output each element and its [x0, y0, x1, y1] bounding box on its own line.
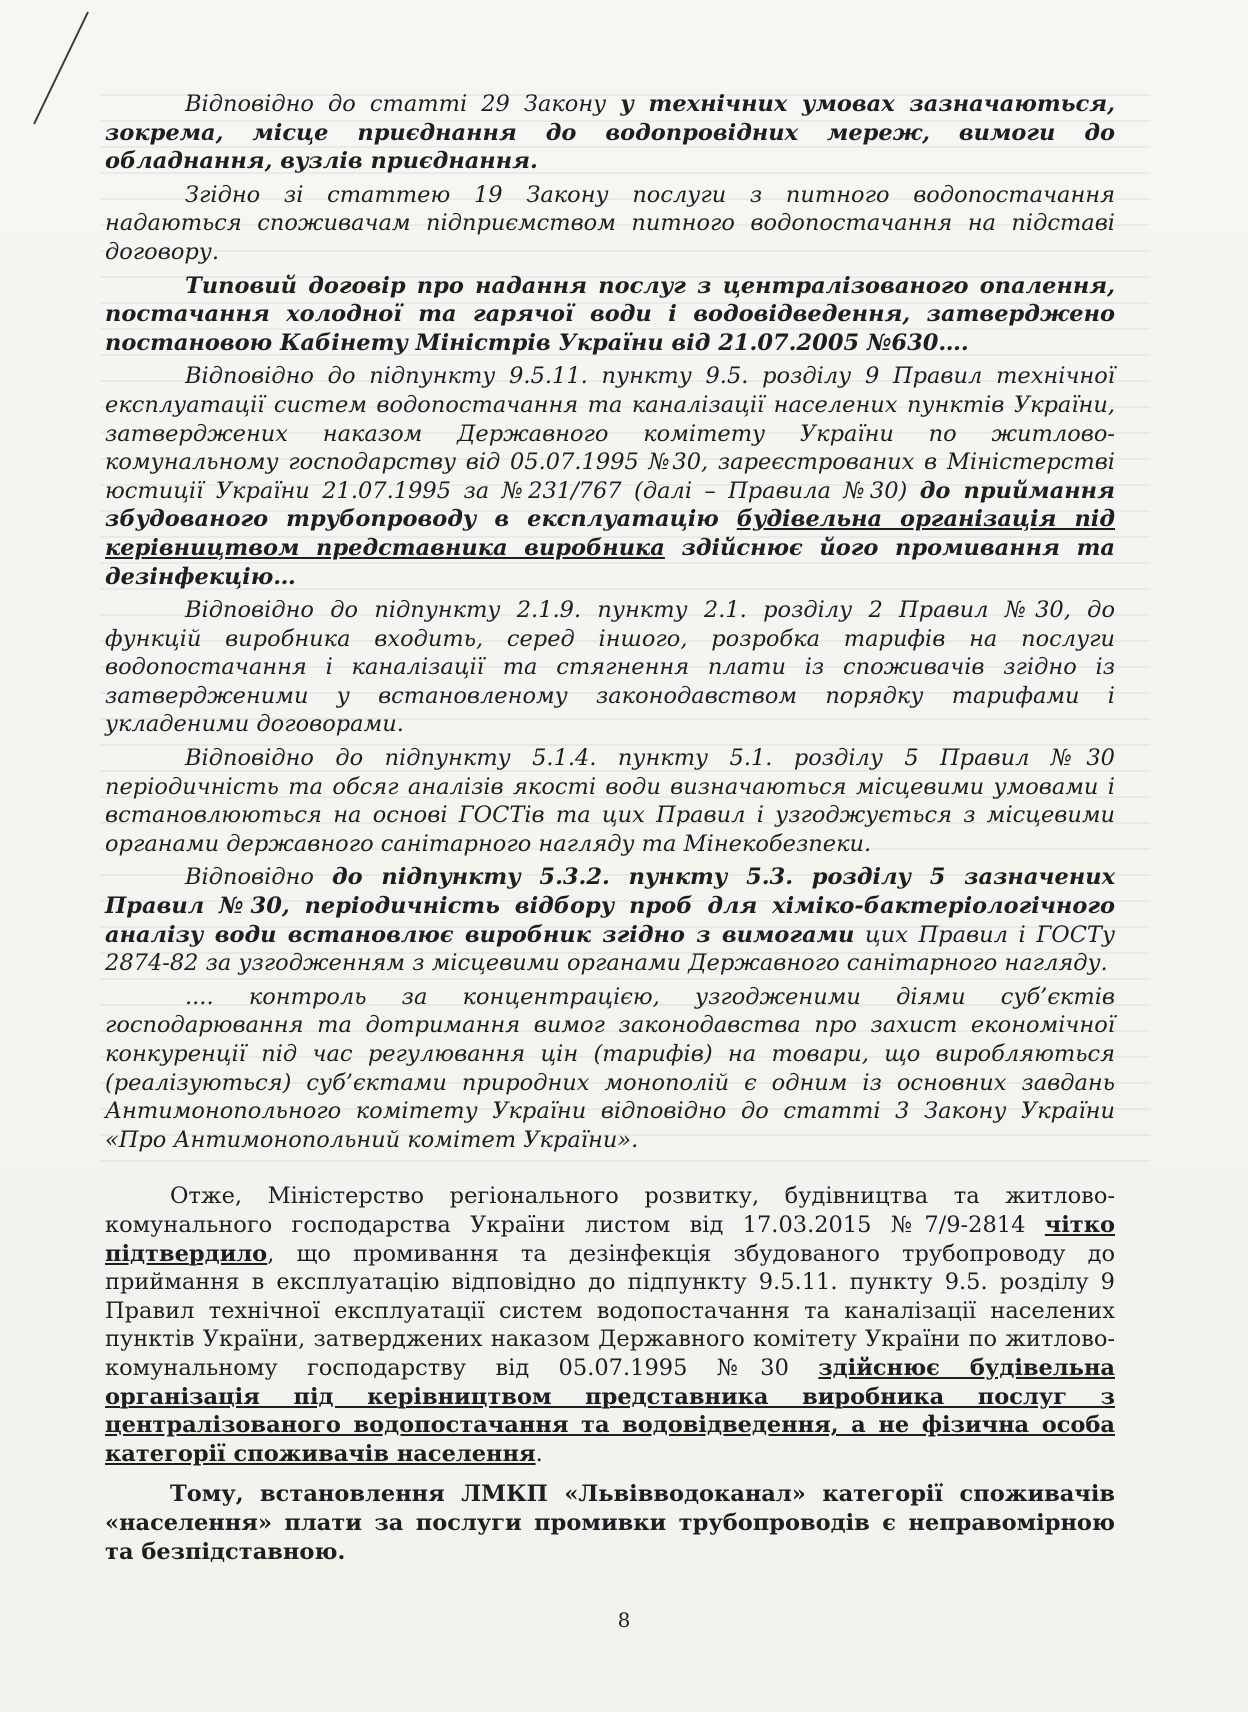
pen-stroke-mark	[30, 8, 90, 128]
text-run: чітко підтвердило	[105, 1211, 1115, 1267]
quote-paragraph	[105, 863, 1115, 977]
quote-paragraph	[105, 596, 1115, 739]
text-run: Відповідно до статті 29 Закону	[185, 91, 621, 117]
text-run: Згідно зі статтею 19 Закону послуги з питного водопостачання надаються споживачам підприємством питного водопостачання на підставі договору.	[105, 181, 1115, 265]
text-run: будівельна організація під керівництвом представника виробника	[105, 506, 1115, 561]
text-run: до підпункту 5.3.2. пункту 5.3. розділу 5 зазначених Правил №30, періодичність відбору проб для хіміко-бактеріологічного аналізу води встановлює виробник згідно з вимогами	[105, 864, 1115, 948]
quote-paragraph	[105, 744, 1115, 858]
text-run: Тому, встановлення ЛМКП «Львівводоканал» категорії споживачів «населення» плати за послуги промивки трубопроводів є неправомірною та безпідставною.	[105, 1481, 1115, 1565]
text-run: Відповідно до підпункту 2.1.9. пункту 2.1. розділу 2 Правил №30, до функцій виробника входить, серед іншого, розробка тарифів на послуги водопостачання і каналізації та стягнення плати із споживачів згідно із затвердженими у встановленому законодавством порядку тарифами і укладеними договорами.	[105, 597, 1115, 738]
conclusion-paragraph	[105, 1480, 1115, 1566]
text-run: , що промивання та дезінфекція збудованого трубопроводу до приймання в експлуатацію відповідно до підпункту 9.5.11. пункту 9.5. розділу 9 Правил технічної експлуатації систем водопостачання та каналізації населених пунктів України, затверджених наказом Державного комітету України по житлово-комунальному господарству від 05.07.1995 №30	[105, 1240, 1115, 1381]
quote-paragraph	[105, 983, 1115, 1155]
conclusion-section	[105, 1182, 1115, 1566]
text-run: здійснює будівельна організація під керівництвом представника виробника послуг з централізованого водопостачання та водовідведення, а не фізична особа категорії споживачів населення	[105, 1354, 1115, 1467]
text-run: цих Правил і ГОСТу 2874-82 за узгодженням з місцевими органами Державного санітарного нагляду.	[105, 921, 1115, 977]
text-run: Відповідно	[185, 864, 333, 891]
quoted-section	[105, 90, 1115, 1154]
text-run: Типовий договір про надання послуг з централізованого опалення, постачання холодної та гарячої води і водовідведення, затверджено постановою Кабінету Міністрів України від 21.07.2005 №630….	[105, 272, 1115, 356]
quote-paragraph	[105, 272, 1115, 358]
quote-paragraph	[105, 181, 1115, 267]
text-run: Отже, Міністерство регіонального розвитку, будівництва та житлово-комунального господарства України листом від 17.03.2015 №7/9-2814	[105, 1183, 1115, 1238]
text-run: .... контроль за концентрацією, узгодженими діями суб’єктів господарювання та дотримання вимог законодавства про захист економічної конкуренції під час регулювання цін (тарифів) на товари, що виробляються (реалізуються) суб’єктами природних монополій є одним із основних завдань Антимонопольного комітету України відповідно до статті 3 Закону України «Про Антимонопольний комітет України».	[105, 983, 1115, 1153]
quote-paragraph	[105, 90, 1115, 176]
page-number: 8	[617, 1608, 631, 1632]
text-run: Відповідно до підпункту 9.5.11. пункту 9.5. розділу 9 Правил технічної експлуатації систем водопостачання та каналізації населених пунктів України, затверджених наказом Державного комітету України по житлово-комунальному господарству від 05.07.1995 №30, зареєстрованих в Міністерстві юстиції України 21.07.1995 за №231/767 (далі – Правила №30)	[105, 363, 1115, 504]
document-body	[105, 90, 1115, 1566]
text-run: Відповідно до підпункту 5.1.4. пункту 5.1. розділу 5 Правил №30 періодичність та обсяг аналізів якості води визначаються місцевими умовами і встановлюються на основі ГОСТів та цих Правил і узгоджується з місцевими органами державного санітарного нагляду та Мінекобезпеки.	[105, 745, 1115, 857]
text-run: здійснює його промивання та дезінфекцію…	[105, 534, 1115, 590]
text-run: до приймання збудованого трубопроводу в експлуатацію	[105, 477, 1115, 533]
conclusion-paragraph	[105, 1182, 1115, 1468]
quote-paragraph	[105, 362, 1115, 591]
text-run: у технічних умовах зазначаються, зокрема, місце приєднання до водопровідних мереж, вимоги до обладнання, вузлів приєднання.	[105, 91, 1115, 175]
text-run: .	[535, 1440, 543, 1467]
